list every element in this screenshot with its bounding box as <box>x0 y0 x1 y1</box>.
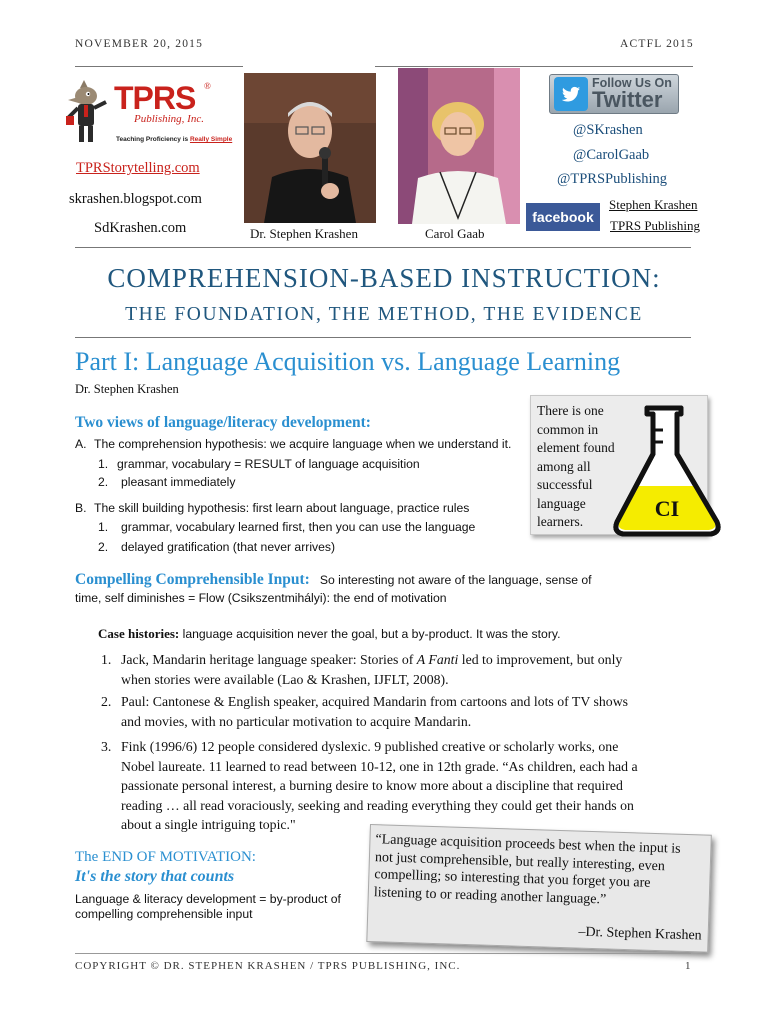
view-a-item-num: 1. <box>98 457 109 471</box>
krashen-caption: Dr. Stephen Krashen <box>250 226 358 241</box>
cci-heading: Compelling Comprehensible Input: <box>75 571 310 588</box>
site-link[interactable]: SdKrashen.com <box>94 220 187 236</box>
krashen-quote-box <box>366 824 712 953</box>
part1-author: Dr. Stephen Krashen <box>75 382 179 396</box>
part1-title: Part I: Language Acquisition vs. Language Learning <box>75 347 621 376</box>
case-3-num: 3. <box>101 739 112 754</box>
case-2-num: 2. <box>101 694 112 709</box>
sub-title: THE FOUNDATION, THE METHOD, THE EVIDENCE <box>125 304 643 325</box>
footer-copyright: COPYRIGHT © DR. STEPHEN KRASHEN / TPRS PUBLISHING, INC. <box>75 960 461 972</box>
facebook-badge[interactable]: facebook <box>526 203 600 231</box>
view-a-item-num: 2. <box>98 475 109 489</box>
header-event: ACTFL 2015 <box>620 38 694 50</box>
footer-rule <box>75 953 691 954</box>
tprs-registered-mark: ® <box>204 81 211 91</box>
cci-text-line1: So interesting not aware of the language, sense of <box>319 573 592 587</box>
twitter-badge-text: Follow Us On Twitter <box>592 76 672 112</box>
title-rule-bottom <box>75 337 691 338</box>
header-rule-right <box>375 66 693 67</box>
tprs-tagline: Teaching Proficiency is Really Simple <box>116 136 233 143</box>
case-1-num: 1. <box>101 652 112 667</box>
view-b-item-num: 2. <box>98 540 109 554</box>
wolf-mascot-icon <box>62 78 112 148</box>
twitter-handle-carolgaab[interactable]: @CarolGaab <box>573 147 650 163</box>
byproduct-line1: Language & literacy development = by-product of <box>75 892 341 906</box>
footer-page-number: 1 <box>685 960 692 972</box>
flask-icon <box>613 404 725 540</box>
blog-link[interactable]: skrashen.blogspot.com <box>69 191 202 207</box>
view-b-item-num: 1. <box>98 520 109 534</box>
facebook-link-krashen[interactable]: Stephen Krashen <box>609 197 698 212</box>
view-b-item: grammar, vocabulary learned first, then you can use the language <box>121 520 476 534</box>
tprs-storytelling-link[interactable]: TPRStorytelling.com <box>76 160 200 176</box>
gaab-caption: Carol Gaab <box>425 226 485 241</box>
ci-flask-box <box>530 395 708 535</box>
cci-text-line2: time, self diminishes = Flow (Csikszentmihályi): the end of motivation <box>75 591 447 605</box>
two-views-heading: Two views of language/literacy development: <box>75 414 371 431</box>
twitter-follow-badge[interactable] <box>549 74 679 114</box>
quote-text: “Language acquisition proceeds best when the input is not just comprehensible, but really interesting, even compelling; so interesting that you forget you are listening to or reading another language.” <box>373 832 681 907</box>
tprs-logo <box>62 78 233 148</box>
view-b-label: B. <box>75 501 87 515</box>
case-1: Jack, Mandarin heritage language speaker: Stories of A Fanti led to improvement, but only when stories were available (Lao & Krashen, IJFLT, 2008). <box>121 652 623 687</box>
gaab-photo <box>398 68 520 224</box>
main-title: COMPREHENSION-BASED INSTRUCTION: <box>107 263 661 293</box>
twitter-handle-skrashen[interactable]: @SKrashen <box>573 122 643 138</box>
story-counts: It's the story that counts <box>75 868 235 885</box>
quote-attribution: –Dr. Stephen Krashen <box>578 924 702 944</box>
view-a-item: pleasant immediately <box>121 475 236 489</box>
byproduct-line2: compelling comprehensible input <box>75 907 253 921</box>
cci-paragraph <box>75 571 592 589</box>
view-a-label: A. <box>75 437 87 451</box>
case-histories: Case histories: language acquisition never the goal, but a by-product. It was the story. <box>98 626 561 641</box>
tprs-logo-word: TPRS <box>114 80 196 116</box>
twitter-handle-tprspublishing[interactable]: @TPRSPublishing <box>557 171 668 187</box>
krashen-photo <box>244 73 376 223</box>
view-a-item: grammar, vocabulary = RESULT of language acquisition <box>117 457 420 471</box>
facebook-link-tprs[interactable]: TPRS Publishing <box>610 218 700 233</box>
header-rule-left <box>75 66 243 67</box>
ci-box-text: There is one common in element found among all successful language learners. <box>537 403 615 529</box>
view-b-item: delayed gratification (that never arrives) <box>121 540 336 554</box>
end-of-motivation: The END OF MOTIVATION: <box>75 849 256 865</box>
header-date: NOVEMBER 20, 2015 <box>75 38 204 50</box>
case-3: Fink (1996/6) 12 people considered dyslexic. 9 published creative or scholarly works, one Nobel laureate. 11 learned to read between 10-12, one in 12th grade. “As children, each had a passionate personal interest, a burning desire to know more about a discipline that required reading … all read voraciously, seeking and reading everything they could get their hands on about a single intriguing topic." <box>121 739 638 832</box>
title-rule-top <box>75 247 691 248</box>
view-a-text: The comprehension hypothesis: we acquire language when we understand it. <box>94 437 512 451</box>
case-2: Paul: Cantonese & English speaker, acquired Mandarin from cartoons and lots of TV shows and movies, with no particular motivation to acquire Mandarin. <box>121 694 629 729</box>
flask-label: CI <box>654 496 680 521</box>
view-b-text: The skill building hypothesis: first learn about language, practice rules <box>94 501 470 515</box>
twitter-bird-icon <box>554 77 588 111</box>
tprs-logo-subtitle: Publishing, Inc. <box>134 113 204 125</box>
